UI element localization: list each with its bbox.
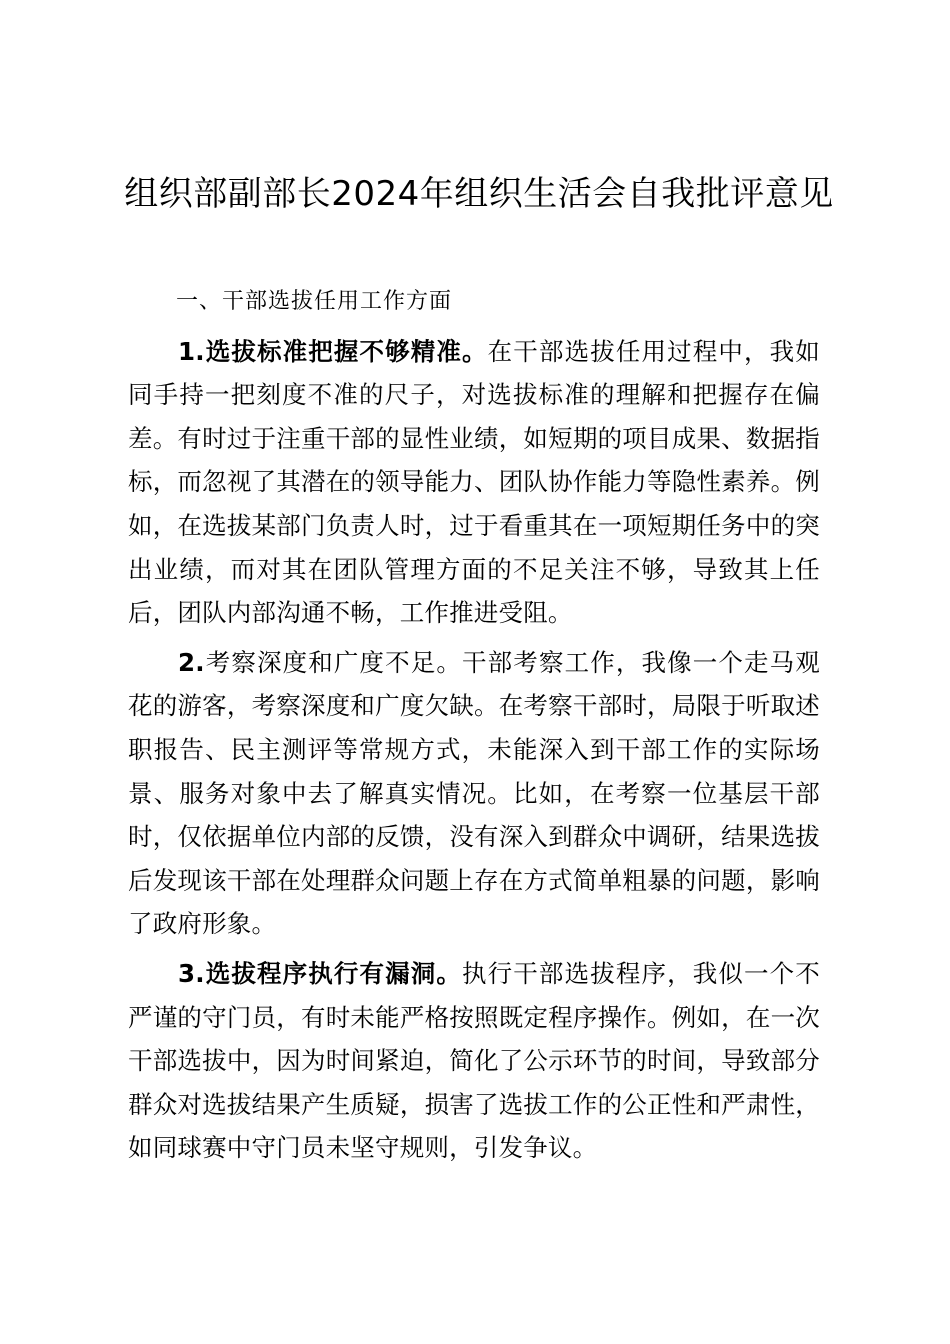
paragraph-3-lead: 3.选拔程序执行有漏洞。 [178, 958, 463, 988]
paragraph-2-text: 考察深度和广度不足。干部考察工作，我像一个走马观花的游客，考察深度和广度欠缺。在考察干部时，局限于听取述职报告、民主测评等常规方式，未能深入到干部工作的实际场景、服务对象中去了解真实情况。比如，在考察一位基层干部时，仅依据单位内部的反馈，没有深入到群众中调研，结果选拔后发现该干部在处理群众问题上存在方式简单粗暴的问题，影响了政府形象。 [128, 647, 820, 939]
paragraph-1-lead: 1.选拔标准把握不够精准。 [178, 336, 488, 366]
paragraph-2-lead: 2. [178, 647, 205, 677]
document-title: 组织部副部长2024年组织生活会自我批评意见 [124, 174, 834, 214]
paragraph-2 [128, 641, 820, 946]
paragraph-1 [128, 330, 820, 635]
paragraph-3 [128, 952, 820, 1170]
section-heading: 一、干部选拔任用工作方面 [176, 289, 453, 314]
paragraph-3-text: 执行干部选拔程序，我似一个不严谨的守门员，有时未能严格按照既定程序操作。例如，在一次干部选拔中，因为时间紧迫，简化了公示环节的时间，导致部分群众对选拔结果产生质疑，损害了选拔工作的公正性和严肃性，如同球赛中守门员未坚守规则，引发争议。 [128, 958, 820, 1163]
document-body [128, 280, 820, 1170]
paragraph-1-text: 在干部选拔任用过程中，我如同手持一把刻度不准的尺子，对选拔标准的理解和把握存在偏差。有时过于注重干部的显性业绩，如短期的项目成果、数据指标，而忽视了其潜在的领导能力、团队协作能力等隐性素养。例如，在选拔某部门负责人时，过于看重其在一项短期任务中的突出业绩，而对其在团队管理方面的不足关注不够，导致其上任后，团队内部沟通不畅，工作推进受阻。 [128, 336, 820, 628]
